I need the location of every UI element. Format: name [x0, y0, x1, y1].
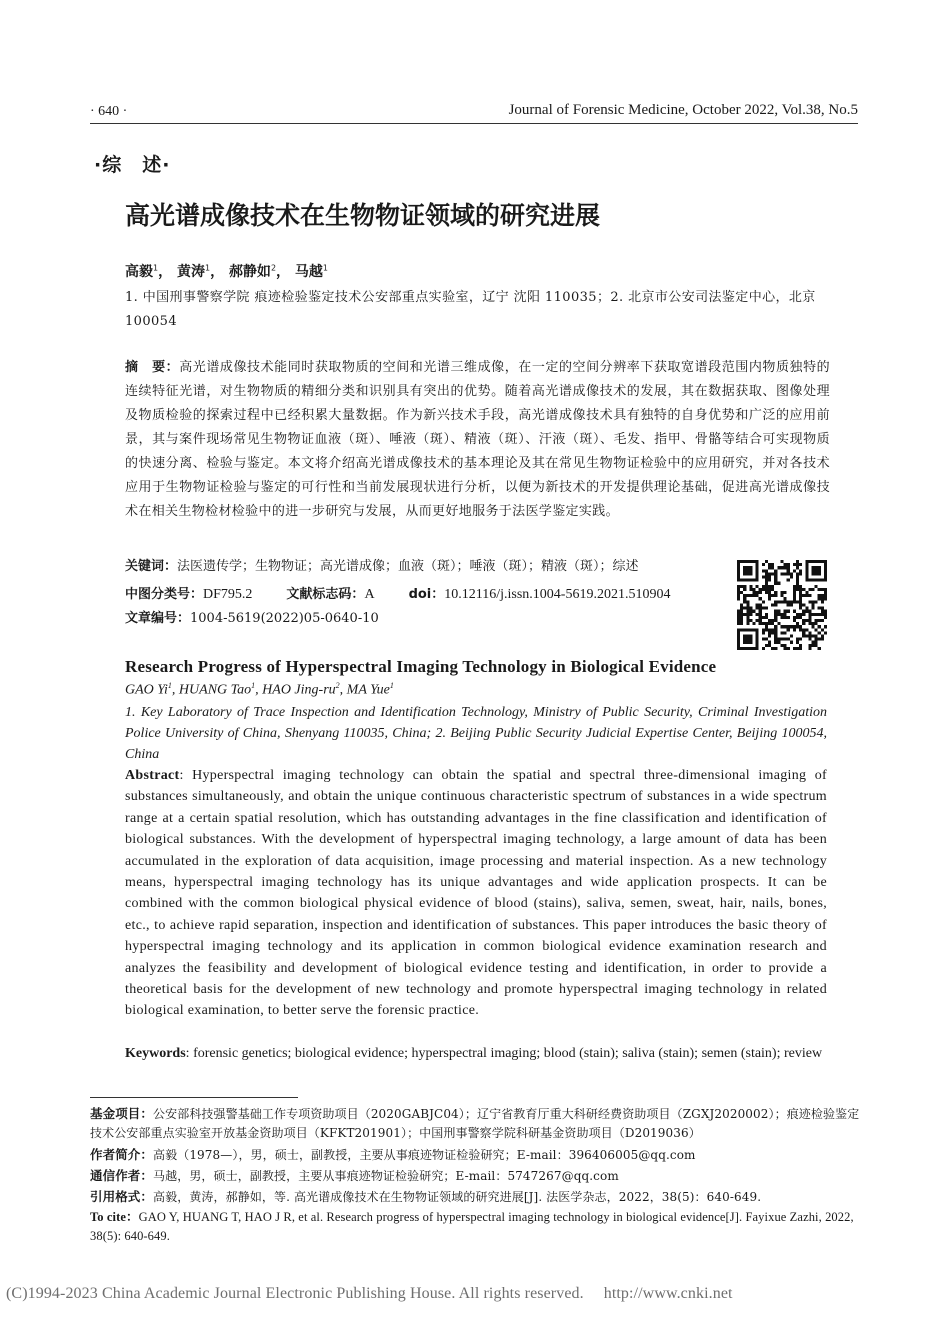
cite-zh-text: 高毅，黄涛，郝静如，等. 高光谱成像技术在生物物证领域的研究进展[J]. 法医学杂志，2022，38(5)：640-649. — [153, 1190, 762, 1204]
cite-en-text: GAO Y, HUANG T, HAO J R, et al. Research progress of hyperspectral imaging technology in biological evidence[J]. Fayixue Zazhi, 2022, 38(5): 640-649. — [90, 1210, 854, 1243]
qr-code-icon — [737, 560, 827, 650]
authors-en: GAO Yi$^1$, HUANG Tao$^1$, HAO Jing-$ru^2$, MA Yue$^1$ — [125, 681, 394, 698]
author-name: 郝静如 — [228, 264, 271, 280]
cite-zh-label: 引用格式： — [90, 1189, 154, 1204]
affiliation-zh: 1. 中国刑事警察学院 痕迹检验鉴定技术公安部重点实验室，辽宁 沈阳 110035；2. 北京市公安司法鉴定中心，北京 100054 — [125, 290, 816, 329]
author-name: MA Yue — [346, 682, 390, 698]
author-name: HAO Jing-ru — [262, 682, 336, 698]
author-name: 黄涛 — [176, 264, 205, 280]
page-number: · 640 · — [90, 104, 128, 119]
header-rule — [90, 123, 858, 124]
abstract-en-label: Abstract — [125, 768, 180, 783]
author-sup: 1 — [153, 263, 159, 273]
corresponding-text: 马越，男，硕士，副教授，主要从事痕迹物证检验研究；E-mail：5747267@qq.com — [153, 1169, 619, 1183]
keywords-en-text: forensic genetics; biological evidence; hyperspectral imaging; blood (stain); saliva (stain); semen (stain); review — [193, 1046, 823, 1061]
footnote-cite-zh — [90, 1187, 860, 1207]
copyright-footer — [6, 1285, 733, 1303]
footnote-rule — [90, 1097, 298, 1098]
footnote-cite-en — [90, 1208, 860, 1246]
author-name: GAO Yi — [125, 682, 168, 698]
doc-code-label: 文献标志码： — [286, 587, 365, 602]
abstract-en: Abstract: Hyperspectral imaging technology can obtain the spatial and spectral three-dimensional imaging of substances simultaneously, and obtain the unique continuous characteristic spectrum of substances in a wide spectrum range at a certain spatial resolution, which has outstanding advantages in the fine classification and identification of biological substances. With the development of hyperspectral imaging technology, a large amount of data has been accumulated in the exploration of data acquisition, image processing and material inspection. As a new technology means, hyperspectral imaging technology has its unique advantages and wide application prospects. It can be combined with the common biological physical evidence of blood (stains), saliva, semen, sweat, hair, nails, bones, etc., to achieve rapid separation, inspection and identification of substances. This paper introduces the basic theory of hyperspectral imaging technology and its application in common biological evidence examination research and analyzes the feasibility and development of biological evidence testing and identification, in order to provide a theoretical basis for the development of new technology and promote hyperspectral imaging technology in related biological examination, to better serve the forensic practice. — [125, 768, 827, 1019]
article-title-en: Research Progress of Hyperspectral Imaging Technology in Biological Evidence — [125, 657, 717, 676]
author-bio-label: 作者简介： — [90, 1147, 154, 1162]
article-number-label: 文章编号： — [125, 611, 191, 626]
journal-header: Journal of Forensic Medicine, October 2022, Vol.38, No.5 — [508, 102, 858, 118]
clc-label: 中图分类号： — [125, 587, 204, 602]
author-sup: 1 — [251, 681, 256, 690]
affiliation-en: 1. Key Laboratory of Trace Inspection and Identification Technology, Ministry of Public Security, Criminal Investigation Police University of China, Shenyang 110035, China; 2. Beijing Public Security Judicial Expertise Center, Beijing 100054, China — [125, 705, 827, 762]
author-bio-text: 高毅（1978—），男，硕士，副教授，主要从事痕迹物证检验研究；E-mail：396406005@qq.com — [153, 1148, 696, 1162]
section-label: ·综 述· — [94, 154, 171, 176]
footnote-corresponding — [90, 1166, 860, 1186]
funding-text: 公安部科技强警基础工作专项资助项目（2020GABJC04）；辽宁省教育厅重大科研经费资助项目（ZGXJ2020002）；痕迹检验鉴定技术公安部重点实验室开放基金资助项目（KFKT201901）；中国刑事警察学院科研基金资助项目（D2019036） — [90, 1107, 860, 1140]
author-sup: 2 — [270, 263, 277, 273]
clc-value: DF795.2 — [203, 587, 253, 602]
keywords-en: Keywords: forensic genetics; biological evidence; hyperspectral imaging; blood (stain); saliva (stain); semen (stain); review — [125, 1046, 823, 1061]
keywords-zh — [125, 555, 639, 574]
abstract-zh — [125, 356, 830, 524]
copyright-text: (C)1994-2023 China Academic Journal Electronic Publishing House. All rights reserved. — [6, 1285, 584, 1302]
abstract-en-text: Hyperspectral imaging technology can obtain the spatial and spectral three-dimensional imaging of substances simultaneously, and obtain the unique continuous characteristic spectrum of substances in a wide spectrum range at a certain spatial resolution, which has outstanding advantages in the fine classification and identification of biological substances. With the development of hyperspectral imaging technology, a large amount of data has been accumulated in the exploration of data acquisition, image processing and material inspection. As a new technology means, hyperspectral imaging technology has its unique advantages and wide application prospects. It can be combined with the common biological physical evidence of blood (stains), saliva, semen, sweat, hair, nails, bones, etc., to achieve rapid separation, inspection and identification of substances. This paper introduces the basic theory of hyperspectral imaging technology and its application in common biological evidence examination research and analyzes the feasibility and development of biological evidence testing and identification, in order to provide a theoretical basis for the development of new technology and promote hyperspectral imaging technology in related biological examination, to better serve the forensic practice. — [125, 768, 827, 1019]
article-number — [125, 607, 379, 626]
keywords-en-label: Keywords — [125, 1046, 186, 1061]
doi-value: 10.12116/j.issn.1004-5619.2021.510904 — [444, 587, 671, 602]
doc-code-value: A — [364, 587, 375, 602]
abstract-zh-text: 高光谱成像技术能同时获取物质的空间和光谱三维成像，在一定的空间分辨率下获取宽谱段范围内物质独特的连续特征光谱，对生物物质的精细分类和识别具有突出的优势。随着高光谱成像技术的发展，其在数据获取、图像处理及物质检验的探索过程中已经积累大量数据。作为新兴技术手段，高光谱成像技术具有独特的自身优势和广泛的应用前景，其与案件现场常见生物物证血液（斑）、唾液（斑）、精液（斑）、汗液（斑）、毛发、指甲、骨骼等结合可实现物质的快速分离、检验与鉴定。本文将介绍高光谱成像技术的基本理论及其在常见生物物证检验中的应用研究，并对各技术应用于生物物证检验与鉴定的可行性和当前发展现状进行分析，以便为新技术的开发提供理论基础，促进高光谱成像技术在相关生物检材检验中的进一步研究与发展，从而更好地服务于法医学鉴定实践。 — [125, 360, 830, 519]
author-name: 高毅 — [125, 264, 153, 280]
corresponding-label: 通信作者： — [90, 1168, 154, 1183]
doi-label: doi： — [408, 587, 445, 602]
keywords-zh-label: 关键词： — [125, 559, 178, 574]
cite-en-label: To cite： — [90, 1210, 139, 1224]
author-sup: 1 — [167, 681, 172, 690]
author-sup: 1 — [322, 263, 328, 273]
footnote-author-bio — [90, 1145, 860, 1165]
author-sup: 2 — [335, 681, 340, 690]
author-name: HUANG Tao — [178, 682, 252, 698]
author-sup: 1 — [204, 263, 211, 273]
cnki-link[interactable]: http://www.cnki.net — [603, 1285, 733, 1302]
classification-line — [125, 583, 670, 603]
abstract-zh-label: 摘 要： — [125, 360, 180, 375]
article-number-value: 1004-5619(2022)05-0640-10 — [190, 611, 379, 626]
author-sup: 1 — [389, 681, 394, 690]
author-name: 马越 — [294, 264, 323, 280]
authors-zh: 高毅$^1$， 黄涛$^1$， 郝静如$^2$， 马越$^1$ — [125, 263, 328, 280]
article-title-zh: 高光谱成像技术在生物物证领域的研究进展 — [125, 201, 601, 230]
funding-label: 基金项目： — [90, 1106, 154, 1121]
keywords-zh-text: 法医遗传学；生物物证；高光谱成像；血液（斑）；唾液（斑）；精液（斑）；综述 — [177, 559, 639, 574]
footnote-funding — [90, 1104, 860, 1143]
